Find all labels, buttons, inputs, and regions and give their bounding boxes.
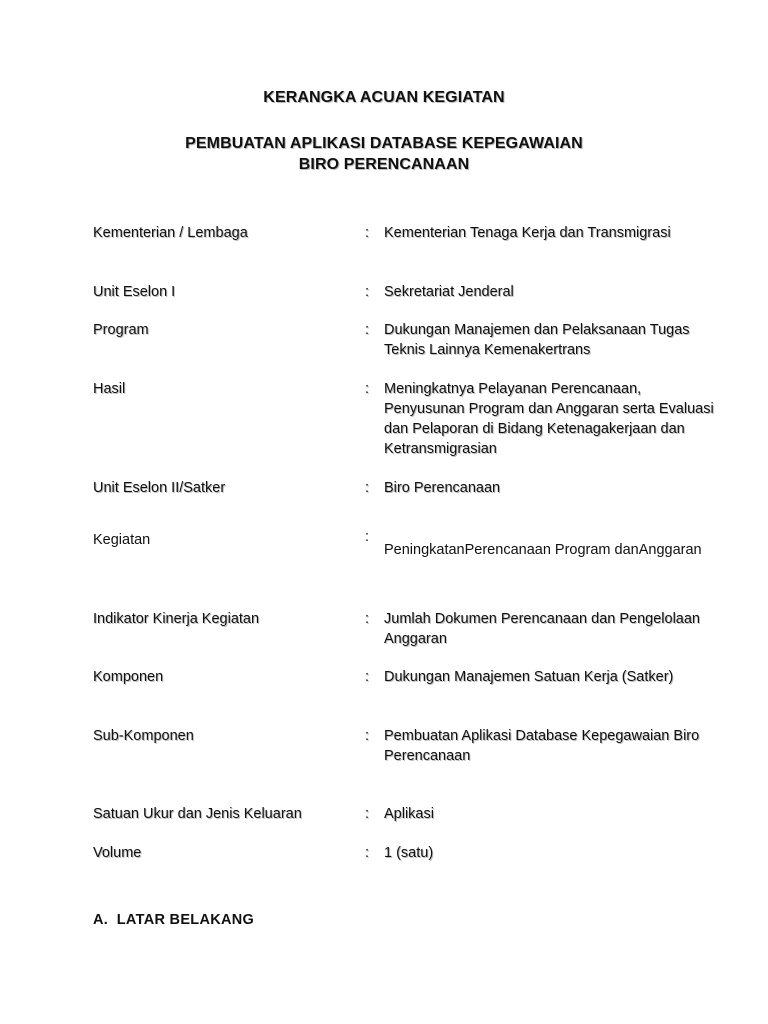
- field-value: Biro Perencanaan: [384, 480, 501, 496]
- field-value: PeningkatanPerencanaan Program danAnggaran: [384, 542, 702, 558]
- field-label: Sub-Komponen: [93, 728, 194, 744]
- field-value: Kementerian Tenaga Kerja dan Transmigrasi: [384, 225, 671, 241]
- field-value: Sekretariat Jenderal: [384, 284, 514, 300]
- document-subtitle-line1: PEMBUATAN APLIKASI DATABASE KEPEGAWAIAN: [185, 135, 583, 152]
- field-separator: :: [365, 529, 370, 545]
- document-title: KERANGKA ACUAN KEGIATAN: [263, 89, 505, 106]
- field-value: Pembuatan Aplikasi Database Kepegawaian Biro Perencanaan: [384, 728, 700, 764]
- field-value: 1 (satu): [384, 845, 434, 861]
- field-label: Kegiatan: [93, 532, 151, 548]
- field-value: Meningkatnya Pelayanan Perencanaan, Penyusunan Program dan Anggaran serta Evaluasi dan Pelaporan di Bidang Ketenagakerjaan dan Ketransmigrasian: [384, 381, 714, 457]
- field-label: Hasil: [93, 381, 126, 397]
- field-label: Unit Eselon I: [93, 284, 176, 300]
- field-separator: :: [365, 225, 370, 241]
- field-value: Aplikasi: [384, 806, 434, 822]
- field-separator: :: [365, 611, 370, 627]
- field-label: Unit Eselon II/Satker: [93, 480, 226, 496]
- field-value: Jumlah Dokumen Perencanaan dan Pengelolaan Anggaran: [384, 611, 700, 647]
- field-separator: :: [365, 284, 370, 300]
- field-separator: :: [365, 806, 370, 822]
- field-label: Kementerian / Lembaga: [93, 225, 248, 241]
- field-separator: :: [365, 480, 370, 496]
- field-separator: :: [365, 845, 370, 861]
- field-label: Program: [93, 322, 149, 338]
- field-value: Dukungan Manajemen dan Pelaksanaan Tugas Teknis Lainnya Kemenakertrans: [384, 322, 690, 358]
- field-label: Indikator Kinerja Kegiatan: [93, 611, 260, 627]
- field-value: Dukungan Manajemen Satuan Kerja (Satker): [384, 669, 674, 685]
- field-separator: :: [365, 669, 370, 685]
- section-heading: A. LATAR BELAKANG: [93, 912, 255, 928]
- field-separator: :: [365, 322, 370, 338]
- field-label: Komponen: [93, 669, 164, 685]
- document-subtitle-line2: BIRO PERENCANAAN: [298, 156, 470, 173]
- field-separator: :: [365, 728, 370, 744]
- field-label: Volume: [93, 845, 142, 861]
- field-label: Satuan Ukur dan Jenis Keluaran: [93, 806, 302, 822]
- field-separator: :: [365, 381, 370, 397]
